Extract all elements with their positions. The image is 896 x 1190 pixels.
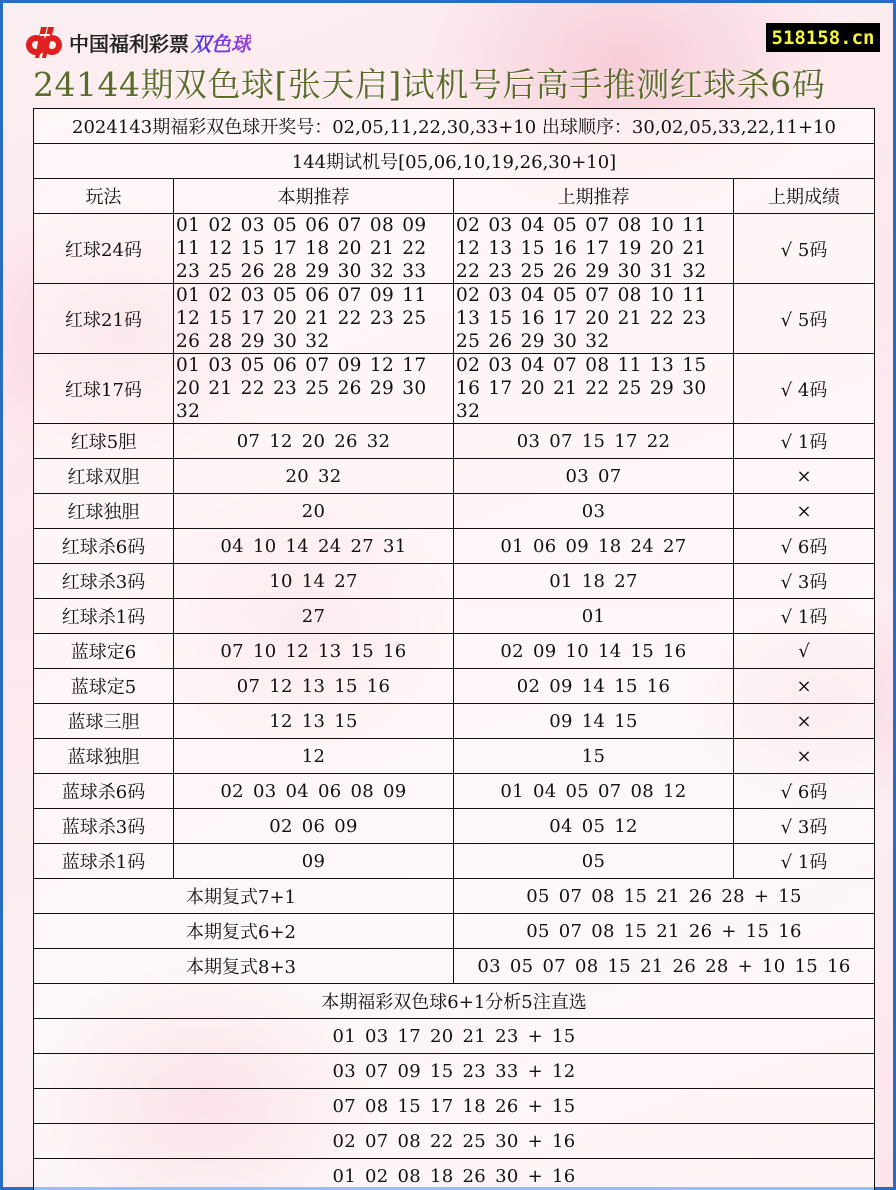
play-name: 红球双胆 <box>34 459 174 494</box>
header-result: 上期成绩 <box>734 179 875 214</box>
pick-numbers: 07 08 15 17 18 26 + 15 <box>34 1089 875 1124</box>
fushi-row <box>34 914 875 949</box>
table-row <box>34 424 875 459</box>
fushi-label: 本期复式8+3 <box>34 949 454 984</box>
previous-result: √ 6码 <box>734 774 875 809</box>
previous-result: √ 3码 <box>734 809 875 844</box>
previous-result: √ 1码 <box>734 599 875 634</box>
pick-row <box>34 1124 875 1159</box>
play-name: 红球杀6码 <box>34 529 174 564</box>
play-name: 蓝球杀6码 <box>34 774 174 809</box>
previous-numbers: 01 06 09 18 24 27 <box>454 529 734 564</box>
current-numbers: 01 02 03 05 06 07 08 09 11 12 15 17 18 20 21 22 23 25 26 28 29 30 32 33 <box>174 214 454 284</box>
table-row <box>34 669 875 704</box>
play-name: 红球独胆 <box>34 494 174 529</box>
fushi-numbers: 05 07 08 15 21 26 + 15 16 <box>454 914 875 949</box>
play-name: 蓝球独胆 <box>34 739 174 774</box>
current-numbers: 10 14 27 <box>174 564 454 599</box>
pick-numbers: 01 03 17 20 21 23 + 15 <box>34 1019 875 1054</box>
draw-result-text: 2024143期福彩双色球开奖号：02,05,11,22,30,33+10 出球顺序：30,02,05,33,22,11+10 <box>34 109 875 144</box>
fushi-numbers: 03 05 07 08 15 21 26 28 + 10 15 16 <box>454 949 875 984</box>
pick-row <box>34 1054 875 1089</box>
table-row <box>34 354 875 424</box>
current-numbers: 07 12 13 15 16 <box>174 669 454 704</box>
previous-numbers: 02 03 04 05 07 08 10 11 12 13 15 16 17 19 20 21 22 23 25 26 29 30 31 32 <box>454 214 734 284</box>
current-numbers: 09 <box>174 844 454 879</box>
current-numbers: 07 12 20 26 32 <box>174 424 454 459</box>
previous-result: √ <box>734 634 875 669</box>
current-numbers: 04 10 14 24 27 31 <box>174 529 454 564</box>
header-previous: 上期推荐 <box>454 179 734 214</box>
previous-result: √ 5码 <box>734 284 875 354</box>
previous-numbers: 03 07 15 17 22 <box>454 424 734 459</box>
table-row <box>34 494 875 529</box>
table-row <box>34 844 875 879</box>
previous-numbers: 04 05 12 <box>454 809 734 844</box>
table-row <box>34 459 875 494</box>
previous-result: √ 1码 <box>734 424 875 459</box>
play-name: 蓝球杀1码 <box>34 844 174 879</box>
previous-numbers: 09 14 15 <box>454 704 734 739</box>
table-row <box>34 704 875 739</box>
pick-numbers: 03 07 09 15 23 33 + 12 <box>34 1054 875 1089</box>
fushi-row <box>34 949 875 984</box>
page-frame <box>3 3 893 1187</box>
trial-number-text: 144期试机号[05,06,10,19,26,30+10] <box>34 144 875 179</box>
previous-result: × <box>734 494 875 529</box>
previous-result: √ 4码 <box>734 354 875 424</box>
previous-numbers: 02 03 04 07 08 11 13 15 16 17 20 21 22 25 29 30 32 <box>454 354 734 424</box>
previous-numbers: 01 <box>454 599 734 634</box>
previous-result: √ 3码 <box>734 564 875 599</box>
previous-numbers: 03 <box>454 494 734 529</box>
previous-result: √ 5码 <box>734 214 875 284</box>
pick-numbers: 01 02 08 18 26 30 + 16 <box>34 1159 875 1190</box>
table-row <box>34 739 875 774</box>
fushi-row <box>34 879 875 914</box>
play-name: 蓝球三胆 <box>34 704 174 739</box>
logo-text: 中国福利彩票 <box>69 31 189 56</box>
play-name: 红球24码 <box>34 214 174 284</box>
play-name: 红球杀1码 <box>34 599 174 634</box>
table-row <box>34 529 875 564</box>
trial-number-row <box>34 144 875 179</box>
pick-numbers: 02 07 08 22 25 30 + 16 <box>34 1124 875 1159</box>
play-name: 蓝球定6 <box>34 634 174 669</box>
picks-title-row <box>34 984 875 1019</box>
pick-row <box>34 1089 875 1124</box>
play-name: 蓝球定5 <box>34 669 174 704</box>
header-current: 本期推荐 <box>174 179 454 214</box>
site-badge[interactable]: 518158.cn <box>766 23 880 52</box>
current-numbers: 20 <box>174 494 454 529</box>
previous-numbers: 03 07 <box>454 459 734 494</box>
page-title: 24144期双色球[张天启]试机号后高手推测红球杀6码 <box>33 65 826 104</box>
table-row <box>34 809 875 844</box>
current-numbers: 01 02 03 05 06 07 09 11 12 15 17 20 21 22 23 25 26 28 29 30 32 <box>174 284 454 354</box>
previous-numbers: 02 09 14 15 16 <box>454 669 734 704</box>
table-header-row <box>34 179 875 214</box>
table-row <box>34 284 875 354</box>
table-row <box>34 599 875 634</box>
current-numbers: 27 <box>174 599 454 634</box>
previous-numbers: 15 <box>454 739 734 774</box>
picks-title: 本期福彩双色球6+1分析5注直选 <box>34 984 875 1019</box>
pick-row <box>34 1159 875 1190</box>
previous-numbers: 02 09 10 14 15 16 <box>454 634 734 669</box>
previous-result: √ 1码 <box>734 844 875 879</box>
current-numbers: 20 32 <box>174 459 454 494</box>
table-row <box>34 634 875 669</box>
table-row <box>34 214 875 284</box>
previous-numbers: 01 04 05 07 08 12 <box>454 774 734 809</box>
current-numbers: 12 <box>174 739 454 774</box>
previous-result: × <box>734 739 875 774</box>
play-name: 红球17码 <box>34 354 174 424</box>
previous-numbers: 02 03 04 05 07 08 10 11 13 15 16 17 20 21 22 23 25 26 29 30 32 <box>454 284 734 354</box>
previous-result: × <box>734 704 875 739</box>
prediction-table <box>33 108 875 1190</box>
fushi-label: 本期复式7+1 <box>34 879 454 914</box>
previous-result: × <box>734 459 875 494</box>
current-numbers: 12 13 15 <box>174 704 454 739</box>
previous-result: √ 6码 <box>734 529 875 564</box>
current-numbers: 02 06 09 <box>174 809 454 844</box>
fushi-label: 本期复式6+2 <box>34 914 454 949</box>
play-name: 红球5胆 <box>34 424 174 459</box>
play-name: 蓝球杀3码 <box>34 809 174 844</box>
table-row <box>34 774 875 809</box>
logo-game-text: 双色球 <box>191 28 251 57</box>
header-play: 玩法 <box>34 179 174 214</box>
previous-numbers: 05 <box>454 844 734 879</box>
welfare-lottery-logo <box>23 25 251 59</box>
current-numbers: 02 03 04 06 08 09 <box>174 774 454 809</box>
fushi-numbers: 05 07 08 15 21 26 28 + 15 <box>454 879 875 914</box>
play-name: 红球杀3码 <box>34 564 174 599</box>
current-numbers: 01 03 05 06 07 09 12 17 20 21 22 23 25 26 29 30 32 <box>174 354 454 424</box>
previous-result: × <box>734 669 875 704</box>
play-name: 红球21码 <box>34 284 174 354</box>
previous-numbers: 01 18 27 <box>454 564 734 599</box>
pick-row <box>34 1019 875 1054</box>
current-numbers: 07 10 12 13 15 16 <box>174 634 454 669</box>
draw-result-row <box>34 109 875 144</box>
lottery-logo-icon <box>23 25 65 59</box>
table-row <box>34 564 875 599</box>
